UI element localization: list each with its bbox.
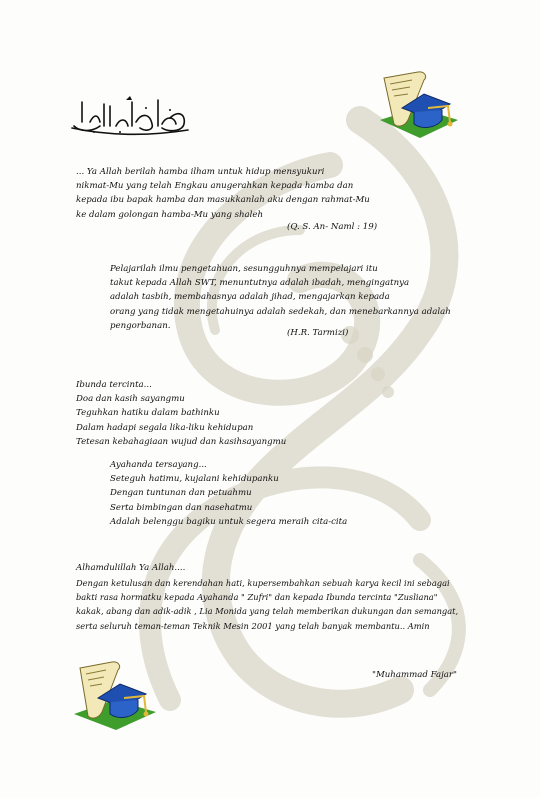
dedication-paragraph (76, 576, 458, 633)
hadith-line: orang yang tidak mengetahuinya adalah sedekah, dan menebarkannya adalah (110, 306, 451, 317)
verse-line: Serta bimbingan dan nasehatmu (110, 502, 253, 513)
father-verse (110, 458, 347, 529)
hadith-line: adalah tasbih, membahasnya adalah jihad, mengajarkan kepada (110, 292, 390, 303)
dedication-line: Dengan ketulusan dan kerendahan hati, kupersembahkan sebuah karya kecil ini sebagai (76, 578, 450, 588)
graduation-cap-diploma-icon (70, 656, 160, 736)
verse-line: Doa dan kasih sayangmu (76, 394, 185, 405)
dedication-line: serta seluruh teman-teman Teknik Mesin 2001 yang telah banyak membantu.. Amin (76, 620, 430, 631)
bismillah-calligraphy-icon (70, 92, 190, 138)
verse-line: Ayahanda tersayang... (110, 460, 207, 470)
quran-citation: (Q. S. An- Naml : 19) (287, 222, 378, 232)
dedication-line: kakak, abang dan adik-adik , Lia Monida yang telah memberikan dukungan dan semangat, (76, 606, 459, 617)
hadith-line: pengorbanan. (110, 320, 171, 331)
mother-verse (76, 378, 286, 449)
hadith-line: takut kepada Allah SWT, menuntutnya adalah ibadah, mengingatnya (110, 278, 410, 289)
verse-line: Seteguh hatimu, kujalani kehidupanku (110, 474, 279, 485)
hadith-line: Pelajarilah ilmu pengetahuan, sesungguhnya mempelajari itu (110, 264, 378, 274)
quran-prayer-text (76, 165, 370, 222)
verse-line: Ibunda tercinta... (76, 380, 152, 390)
verse-line: Adalah belenggu bagiku untuk segera meraih cita-cita (110, 516, 348, 527)
hadith-text (110, 262, 451, 333)
verse-line: Teguhkan hatiku dalam bathinku (76, 408, 220, 419)
prayer-line: kepada ibu bapak hamba dan masukkanlah aku dengan rahmat-Mu (76, 195, 370, 206)
dedication-opening: Alhamdulillah Ya Allah.... (76, 563, 186, 573)
dedication-line: bakti rasa hormatku kepada Ayahanda " Zufri" dan kepada Ibunda tercinta "Zusliana" (76, 592, 438, 603)
signature: "Muhammad Fajar" (372, 670, 457, 680)
verse-line: Tetesan kebahagiaan wujud dan kasihsayangmu (76, 436, 287, 447)
prayer-line: nikmat-Mu yang telah Engkau anugerahkan kepada hamba dan (76, 181, 354, 192)
verse-line: Dalam hadapi segala lika-liku kehidupan (76, 422, 254, 433)
verse-line: Dengan tuntunan dan petuahmu (110, 488, 252, 499)
graduation-cap-diploma-icon (372, 68, 462, 144)
prayer-line: ... Ya Allah berilah hamba ilham untuk hidup mensyukuri (76, 167, 325, 177)
hadith-citation: (H.R. Tarmizi) (287, 328, 349, 338)
prayer-line: ke dalam golongan hamba-Mu yang shaleh (76, 209, 264, 220)
